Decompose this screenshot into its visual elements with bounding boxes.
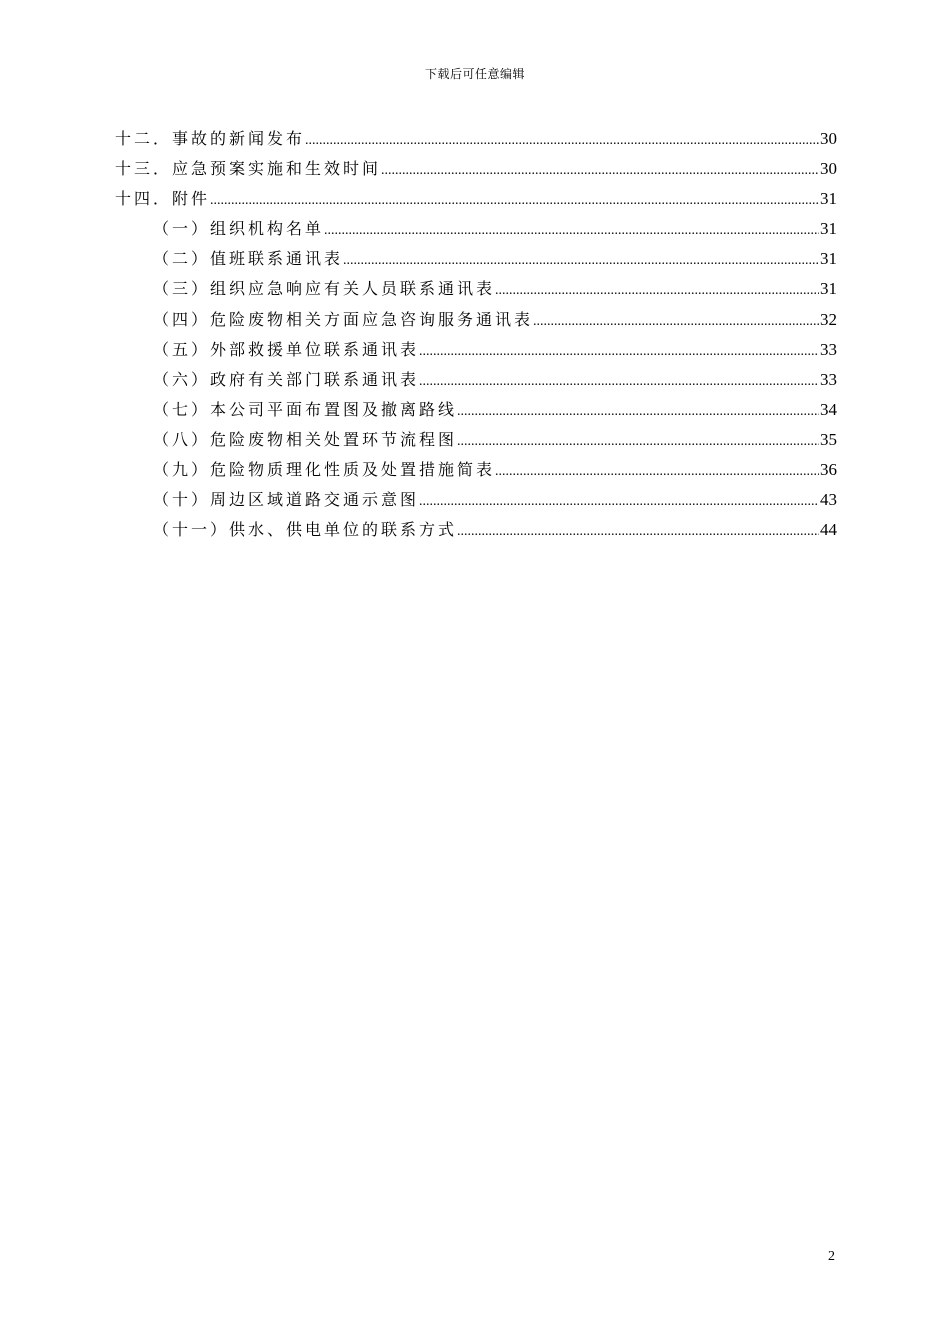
toc-dot-leader (457, 427, 819, 457)
toc-entry-page: 30 (820, 129, 837, 148)
toc-dot-leader (495, 276, 819, 306)
toc-entry-title: 十二．事故的新闻发布 (115, 129, 306, 148)
toc-entry-page: 31 (820, 279, 837, 299)
page-number: 2 (828, 1249, 835, 1264)
toc-dot-leader (419, 487, 819, 517)
toc-entry-title: 十三．应急预案实施和生效时间 (115, 159, 382, 179)
toc-dot-leader (324, 216, 819, 246)
toc-entry-page: 33 (820, 369, 837, 389)
toc-dot-leader (457, 397, 819, 427)
toc-dot-leader (210, 186, 819, 216)
toc-dot-leader (533, 307, 819, 337)
toc-entry-page: 31 (820, 189, 837, 209)
toc-entry-14[interactable] (115, 184, 837, 214)
toc-subentry-8[interactable] (115, 425, 837, 455)
toc-entry-page: 31 (820, 249, 837, 269)
toc-subentry-10[interactable] (115, 485, 837, 515)
toc-dot-leader (343, 246, 819, 276)
toc-entry-page: 30 (820, 159, 837, 179)
toc-entry-title: （四）危险废物相关方面应急咨询服务通讯表 (153, 309, 534, 329)
toc-entry-12[interactable] (115, 124, 837, 154)
toc-subentry-2[interactable] (115, 244, 837, 274)
toc-subentry-5[interactable] (115, 335, 837, 365)
header-note: 下载后可任意编辑 (424, 67, 525, 81)
toc-entry-title: （一）组织机构名单 (153, 219, 325, 239)
toc-dot-leader (419, 337, 819, 367)
toc-entry-title: 十四．附件 (115, 189, 211, 209)
toc-entry-page: 33 (820, 339, 837, 359)
toc-entry-title: （二）值班联系通讯表 (153, 249, 344, 269)
toc-entry-title: （八）危险废物相关处置环节流程图 (153, 429, 458, 449)
toc-subentry-9[interactable] (115, 455, 837, 485)
toc-subentry-7[interactable] (115, 395, 837, 425)
toc-subentry-11[interactable] (115, 515, 837, 545)
toc-subentry-4[interactable] (115, 305, 837, 335)
toc-dot-leader (419, 367, 819, 397)
toc-entry-title: （九）危险物质理化性质及处置措施简表 (153, 460, 496, 480)
toc-entry-title: （六）政府有关部门联系通讯表 (153, 369, 420, 389)
toc-subentry-1[interactable] (115, 214, 837, 244)
toc-subentry-6[interactable] (115, 365, 837, 395)
toc-entry-13[interactable] (115, 154, 837, 184)
toc-dot-leader (495, 457, 819, 487)
toc-entry-title: （十）周边区域道路交通示意图 (153, 490, 420, 510)
toc-entry-page: 34 (820, 399, 837, 419)
toc-entry-page: 44 (820, 520, 837, 540)
toc-entry-title: （三）组织应急响应有关人员联系通讯表 (153, 279, 496, 299)
toc-dot-leader (305, 126, 819, 156)
toc-entry-page: 35 (820, 429, 837, 449)
toc-entry-title: （五）外部救援单位联系通讯表 (153, 339, 420, 359)
toc-entry-page: 31 (820, 219, 837, 239)
toc-subentry-3[interactable] (115, 274, 837, 304)
toc-entry-page: 36 (820, 460, 837, 480)
toc-entry-title: （十一）供水、供电单位的联系方式 (153, 520, 458, 540)
toc-entry-title: （七）本公司平面布置图及撤离路线 (153, 399, 458, 419)
toc-entry-page: 43 (820, 490, 837, 510)
toc-dot-leader (457, 517, 819, 547)
table-of-contents (115, 124, 837, 545)
toc-entry-page: 32 (820, 309, 837, 329)
toc-dot-leader (381, 156, 819, 186)
